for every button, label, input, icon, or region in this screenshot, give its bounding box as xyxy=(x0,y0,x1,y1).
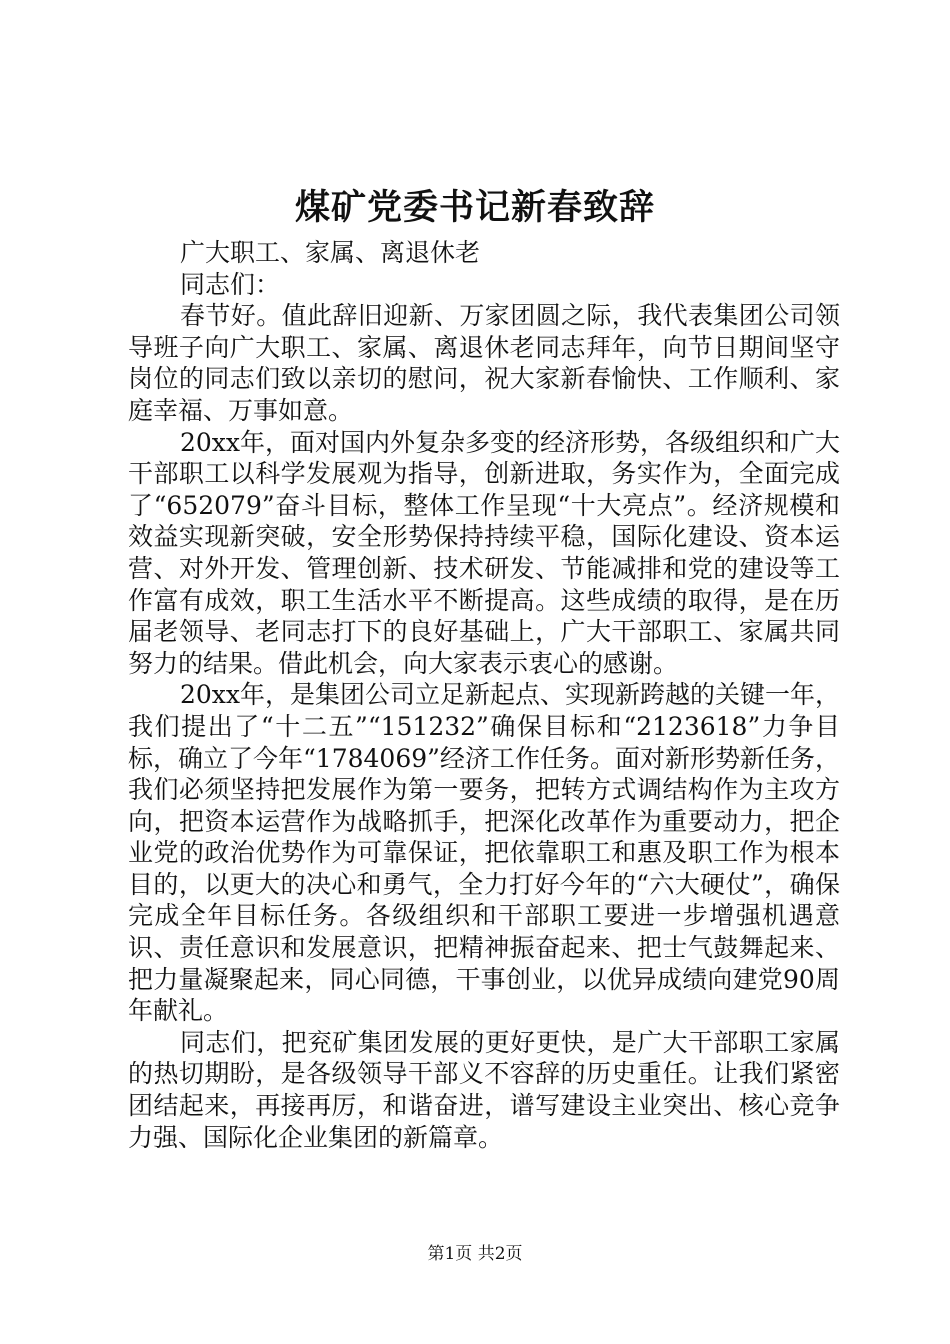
salutation-line: 广大职工、家属、离退休老 xyxy=(180,238,481,267)
body-paragraph: 同志们，把兖矿集团发展的更好更快，是广大干部职工家属的热切期盼，是各级领导干部义不容辞的历史重任。让我们紧密团结起来，再接再厉，和谐奋进，谱写建设主业突出、核心竞争力强、国际化企业集团的新篇章。 xyxy=(128,1027,840,1152)
page-number-footer: 第1页 共2页 xyxy=(427,1244,523,1264)
body-paragraph: 春节好。值此辞旧迎新、万家团圆之际，我代表集团公司领导班子向广大职工、家属、离退休老同志拜年，向节日期间坚守岗位的同志们致以亲切的慰问，祝大家新春愉快、工作顺利、家庭幸福、万事如意。 xyxy=(128,301,840,425)
body-paragraph: 20xx年，面对国内外复杂多变的经济形势，各级组织和广大干部职工以科学发展观为指导，创新进取，务实作为，全面完成了“652079”奋斗目标，整体工作呈现“十大亮点”。经济规模和效益实现新突破，安全形势保持持续平稳，国际化建设、资本运营、对外开发、管理创新、技术研发、节能减排和党的建设等工作富有成效，职工生活水平不断提高。这些成绩的取得，是在历届老领导、老同志打下的良好基础上，广大干部职工、家属共同努力的结果。借此机会，向大家表示衷心的感谢。 xyxy=(128,427,841,678)
document-title: 煤矿党委书记新春致辞 xyxy=(294,187,655,228)
document-body xyxy=(128,237,840,1153)
salutation-line-2: 同志们： xyxy=(180,269,281,299)
body-paragraph: 20xx年，是集团公司立足新起点、实现新跨越的关键一年，我们提出了“十二五”“151232”确保目标和“2123618”力争目标，确立了今年“1784069”经济工作任务。面对新形势新任务，我们必须坚持把发展作为第一要务，把转方式调结构作为主攻方向，把资本运营作为战略抓手，把深化改革作为重要动力，把企业党的政治优势作为可靠保证，把依靠职工和惠及职工作为根本目的，以更大的决心和勇气，全力打好今年的“六大硬仗”，确保完成全年目标任务。各级组织和干部职工要进一步增强机遇意识、责任意识和发展意识，把精神振奋起来、把士气鼓舞起来、把力量凝聚起来，同心同德，干事创业，以优异成绩向建党90周年献礼。 xyxy=(128,680,841,1026)
